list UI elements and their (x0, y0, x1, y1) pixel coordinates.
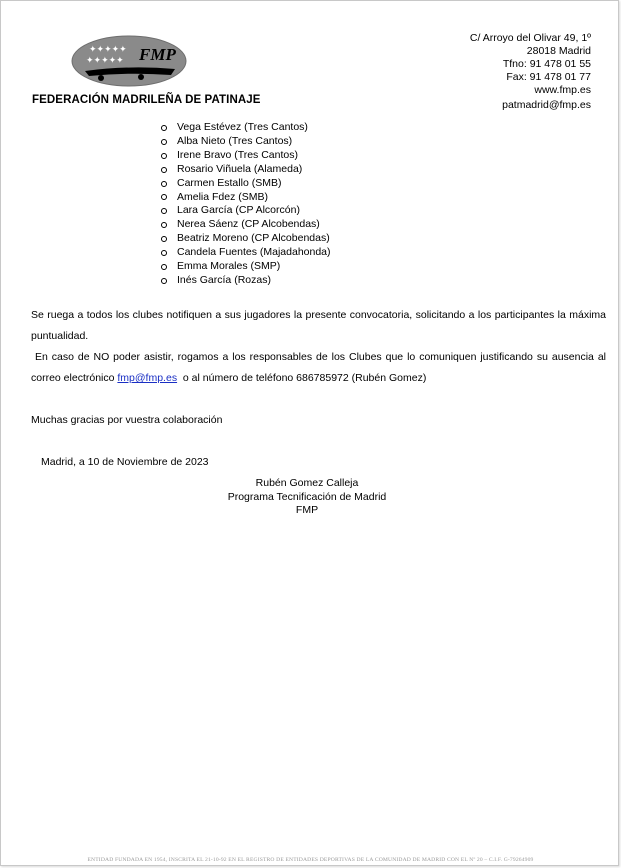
bullet-icon (161, 222, 167, 228)
bullet-icon (161, 125, 167, 131)
signature-block (207, 477, 407, 518)
fax-line: Fax: 91 478 01 77 (506, 71, 591, 83)
list-item: Alba Nieto (Tres Cantos) (161, 135, 331, 149)
email-line: patmadrid@fmp.es (502, 99, 591, 111)
bullet-icon (161, 264, 167, 270)
address-block (470, 32, 591, 112)
bullet-icon (161, 181, 167, 187)
player-list (161, 121, 331, 288)
phone-text: o al número de teléfono 686785972 (Rubén Gomez) (182, 372, 427, 384)
svg-text:✦✦✦✦✦: ✦✦✦✦✦ (86, 56, 124, 66)
list-item: Irene Bravo (Tres Cantos) (161, 149, 331, 163)
signer-role: Programa Tecnificación de Madrid (227, 490, 387, 503)
list-item: Lara García (CP Alcorcón) (161, 204, 331, 218)
absence-text: En caso de NO poder asistir, rogamos a los responsables de los Clubes que lo comuniquen justificando su ausencia al correo electrónico (31, 351, 606, 384)
signer-name: Rubén Gomez Calleja (255, 477, 359, 489)
list-item: Beatriz Moreno (CP Alcobendas) (161, 232, 331, 246)
absence-paragraph (31, 347, 606, 389)
footer-registration: ENTIDAD FUNDADA EN 1954, INSCRITA EL 21-10-92 EN EL REGISTRO DE ENTIDADES DEPORTIVAS DE LA COMUNIDAD DE MADRID CON EL Nº 20 – C.I.F. G-79264909 (87, 857, 534, 863)
phone-line: Tfno: 91 478 01 55 (502, 58, 591, 70)
bullet-icon (161, 194, 167, 200)
bullet-icon (161, 167, 167, 173)
federation-name: FEDERACIÓN MADRILEÑA DE PATINAJE (32, 94, 261, 106)
list-item: Vega Estévez (Tres Cantos) (161, 121, 331, 135)
list-item: Nerea Sáenz (CP Alcobendas) (161, 218, 331, 232)
address-line: C/ Arroyo del Olivar 49, 1º (469, 32, 591, 44)
bullet-icon (161, 208, 167, 214)
bullet-icon (161, 139, 167, 145)
list-item: Amelia Fdez (SMB) (161, 191, 331, 205)
list-item: Rosario Viñuela (Alameda) (161, 163, 331, 177)
svg-text:✦✦✦✦✦: ✦✦✦✦✦ (89, 45, 127, 55)
svg-text:FMP: FMP (139, 45, 176, 64)
list-item: Candela Fuentes (Majadahonda) (161, 246, 331, 260)
notice-paragraph: Se ruega a todos los clubes notifiquen a sus jugadores la presente convocatoria, solicitando a los participantes la máxima puntualidad. (31, 309, 606, 342)
date-line: Madrid, a 10 de Noviembre de 2023 (41, 456, 209, 468)
email-link[interactable]: fmp@fmp.es (117, 372, 178, 384)
bullet-icon (161, 250, 167, 256)
fmp-logo (71, 35, 187, 87)
address-line: 28018 Madrid (526, 45, 591, 57)
bullet-icon (161, 236, 167, 242)
bullet-icon (161, 278, 167, 284)
signer-org: FMP (295, 504, 319, 516)
list-item: Inés García (Rozas) (161, 274, 331, 288)
list-item: Carmen Estallo (SMB) (161, 177, 331, 191)
website-line: www.fmp.es (534, 84, 591, 96)
thanks-text: Muchas gracias por vuestra colaboración (31, 414, 223, 426)
bullet-icon (161, 153, 167, 159)
list-item: Emma Morales (SMP) (161, 260, 331, 274)
